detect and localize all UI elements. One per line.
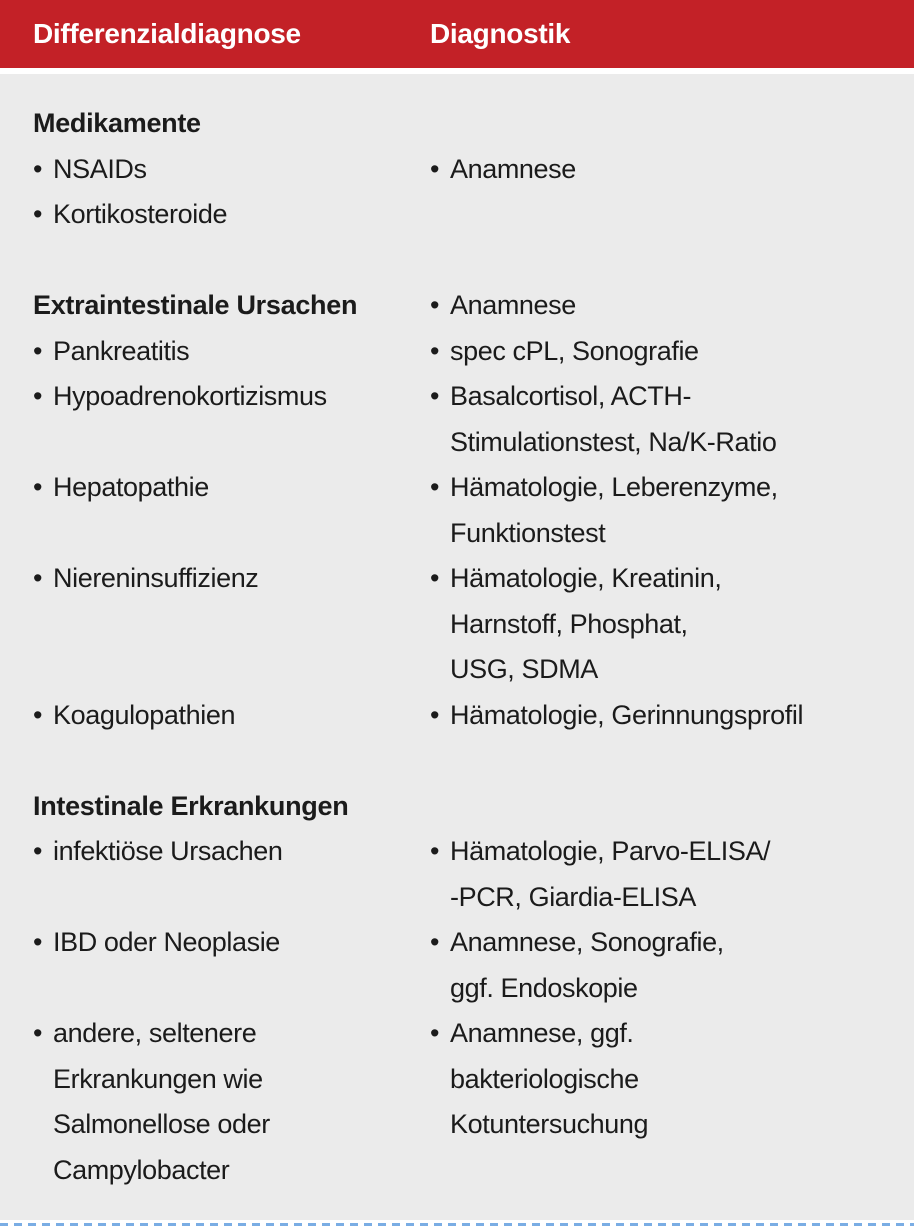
cell-line: Hämatologie, Leberenzyme, — [450, 472, 778, 502]
table-header-row — [0, 0, 914, 68]
cell-lines — [450, 283, 884, 329]
cell-lines — [53, 465, 430, 511]
header-col-diagnostik: Diagnostik — [430, 18, 571, 49]
section-heading-row — [33, 784, 884, 830]
cell-line: infektiöse Ursachen — [53, 836, 283, 866]
cell-line: Stimulationstest, Na/K-Ratio — [450, 426, 777, 457]
cell-lines — [450, 1011, 884, 1148]
cell-lines — [450, 374, 884, 465]
cell-lines — [450, 829, 884, 920]
table-cell-diagnostik — [430, 374, 884, 465]
cell-line: Erkrankungen wie — [53, 1063, 263, 1094]
table-row — [33, 465, 884, 556]
table-row — [33, 556, 884, 693]
cell-line: Anamnese, Sonografie, — [450, 927, 724, 957]
table-cell-differenzialdiagnose — [33, 829, 430, 875]
cell-line: USG, SDMA — [450, 654, 598, 684]
section-title: Extraintestinale Ursachen — [33, 290, 358, 320]
table-section — [33, 101, 884, 238]
cell-lines — [53, 147, 430, 193]
cell-line: -PCR, Giardia-ELISA — [450, 881, 696, 912]
bullet-icon: • — [33, 335, 43, 366]
cell-line: Niereninsuffizienz — [53, 563, 259, 593]
cell-line: Harnstoff, Phosphat, — [450, 608, 688, 639]
footer — [0, 1220, 914, 1231]
section-title: Medikamente — [33, 108, 201, 138]
bullet-icon: • — [33, 1018, 43, 1048]
bullet-icon: • — [33, 199, 43, 229]
table-row — [33, 1011, 884, 1193]
table-cell-differenzialdiagnose — [33, 374, 430, 420]
table-cell-differenzialdiagnose — [33, 693, 430, 739]
table-body — [0, 74, 914, 1220]
table-cell-diagnostik — [430, 829, 884, 920]
cell-lines — [450, 693, 884, 739]
bullet-icon: • — [430, 927, 440, 957]
cell-line: Salmonellose oder — [53, 1109, 270, 1139]
table-row — [33, 192, 884, 238]
cell-lines — [53, 829, 430, 875]
section-title: Intestinale Erkrankungen — [33, 790, 349, 821]
table-cell-differenzialdiagnose — [33, 1011, 430, 1193]
cell-line: Hypoadrenokortizismus — [53, 381, 327, 411]
bullet-icon: • — [430, 836, 440, 866]
cell-line: Anamnese, ggf. — [450, 1018, 634, 1048]
table-cell-differenzialdiagnose — [33, 465, 430, 511]
table-row — [33, 920, 884, 1011]
table-cell-differenzialdiagnose — [33, 147, 430, 193]
bullet-icon: • — [430, 563, 440, 593]
cell-line: Kotuntersuchung — [450, 1109, 649, 1139]
cell-lines — [53, 1011, 430, 1193]
bullet-icon: • — [33, 381, 43, 411]
cell-line: Kortikosteroide — [53, 199, 228, 229]
table-cell-differenzialdiagnose — [33, 556, 430, 602]
table-row — [33, 374, 884, 465]
table-cell-diagnostik — [430, 556, 884, 693]
table-cell-diagnostik — [430, 329, 884, 375]
cell-line: Anamnese — [450, 290, 576, 320]
cell-line: Hepatopathie — [53, 472, 209, 502]
header-col-differenzialdiagnose: Differenzialdiagnose — [33, 18, 301, 49]
cell-line: Hämatologie, Kreatinin, — [450, 563, 722, 593]
table-section — [33, 283, 884, 738]
bullet-icon: • — [33, 472, 43, 502]
cell-line: Funktionstest — [450, 517, 606, 548]
bullet-icon: • — [33, 927, 43, 957]
cell-lines — [450, 147, 884, 193]
cell-lines — [53, 556, 430, 602]
section-heading-row — [33, 283, 884, 329]
table-section — [33, 784, 884, 1194]
bullet-icon: • — [430, 1018, 440, 1048]
cell-line: andere, seltenere — [53, 1018, 257, 1048]
bullet-icon: • — [33, 563, 43, 593]
cell-lines — [53, 192, 430, 238]
cell-lines — [450, 329, 884, 375]
cell-line: Pankreatitis — [53, 335, 190, 366]
bullet-icon: • — [430, 472, 440, 502]
cell-line: bakteriologische — [450, 1063, 639, 1094]
table-row — [33, 829, 884, 920]
cell-lines — [53, 329, 430, 375]
cell-line: Anamnese — [450, 153, 576, 184]
table-cell-diagnostik — [430, 920, 884, 1011]
table-row — [33, 147, 884, 193]
cell-line: Hämatologie, Gerinnungsprofil — [450, 699, 804, 730]
cell-line: spec cPL, Sonografie — [450, 335, 699, 366]
table-row — [33, 329, 884, 375]
bullet-icon: • — [33, 836, 43, 866]
table-cell-diagnostik — [430, 465, 884, 556]
cell-line: Hämatologie, Parvo-ELISA/ — [450, 836, 771, 866]
cell-line: Koagulopathien — [53, 699, 236, 730]
table-row — [33, 693, 884, 739]
bullet-icon: • — [430, 290, 440, 320]
cell-line: ggf. Endoskopie — [450, 972, 638, 1003]
table-cell-differenzialdiagnose — [33, 329, 430, 375]
cell-line: NSAIDs — [53, 153, 147, 184]
bullet-icon: • — [430, 335, 440, 366]
cell-lines — [450, 920, 884, 1011]
cell-lines — [53, 693, 430, 739]
bullet-icon: • — [430, 699, 440, 730]
table-cell-diagnostik — [430, 693, 884, 739]
cell-line: Campylobacter — [53, 1154, 230, 1185]
bullet-icon: • — [33, 153, 43, 184]
table-cell-diagnostik — [430, 283, 884, 329]
cell-lines — [450, 465, 884, 556]
table-cell-diagnostik — [430, 147, 884, 193]
cell-lines — [53, 374, 430, 420]
cell-line: IBD oder Neoplasie — [53, 927, 280, 957]
bullet-icon: • — [430, 153, 440, 184]
cell-line: Basalcortisol, ACTH- — [450, 381, 692, 411]
table-cell-diagnostik — [430, 1011, 884, 1148]
section-heading-row — [33, 101, 884, 147]
bullet-icon: • — [33, 699, 43, 730]
table-cell-differenzialdiagnose — [33, 920, 430, 966]
table-cell-differenzialdiagnose — [33, 192, 430, 238]
dashed-divider — [0, 1223, 914, 1226]
cell-lines — [450, 556, 884, 693]
cell-lines — [53, 920, 430, 966]
bullet-icon: • — [430, 381, 440, 411]
